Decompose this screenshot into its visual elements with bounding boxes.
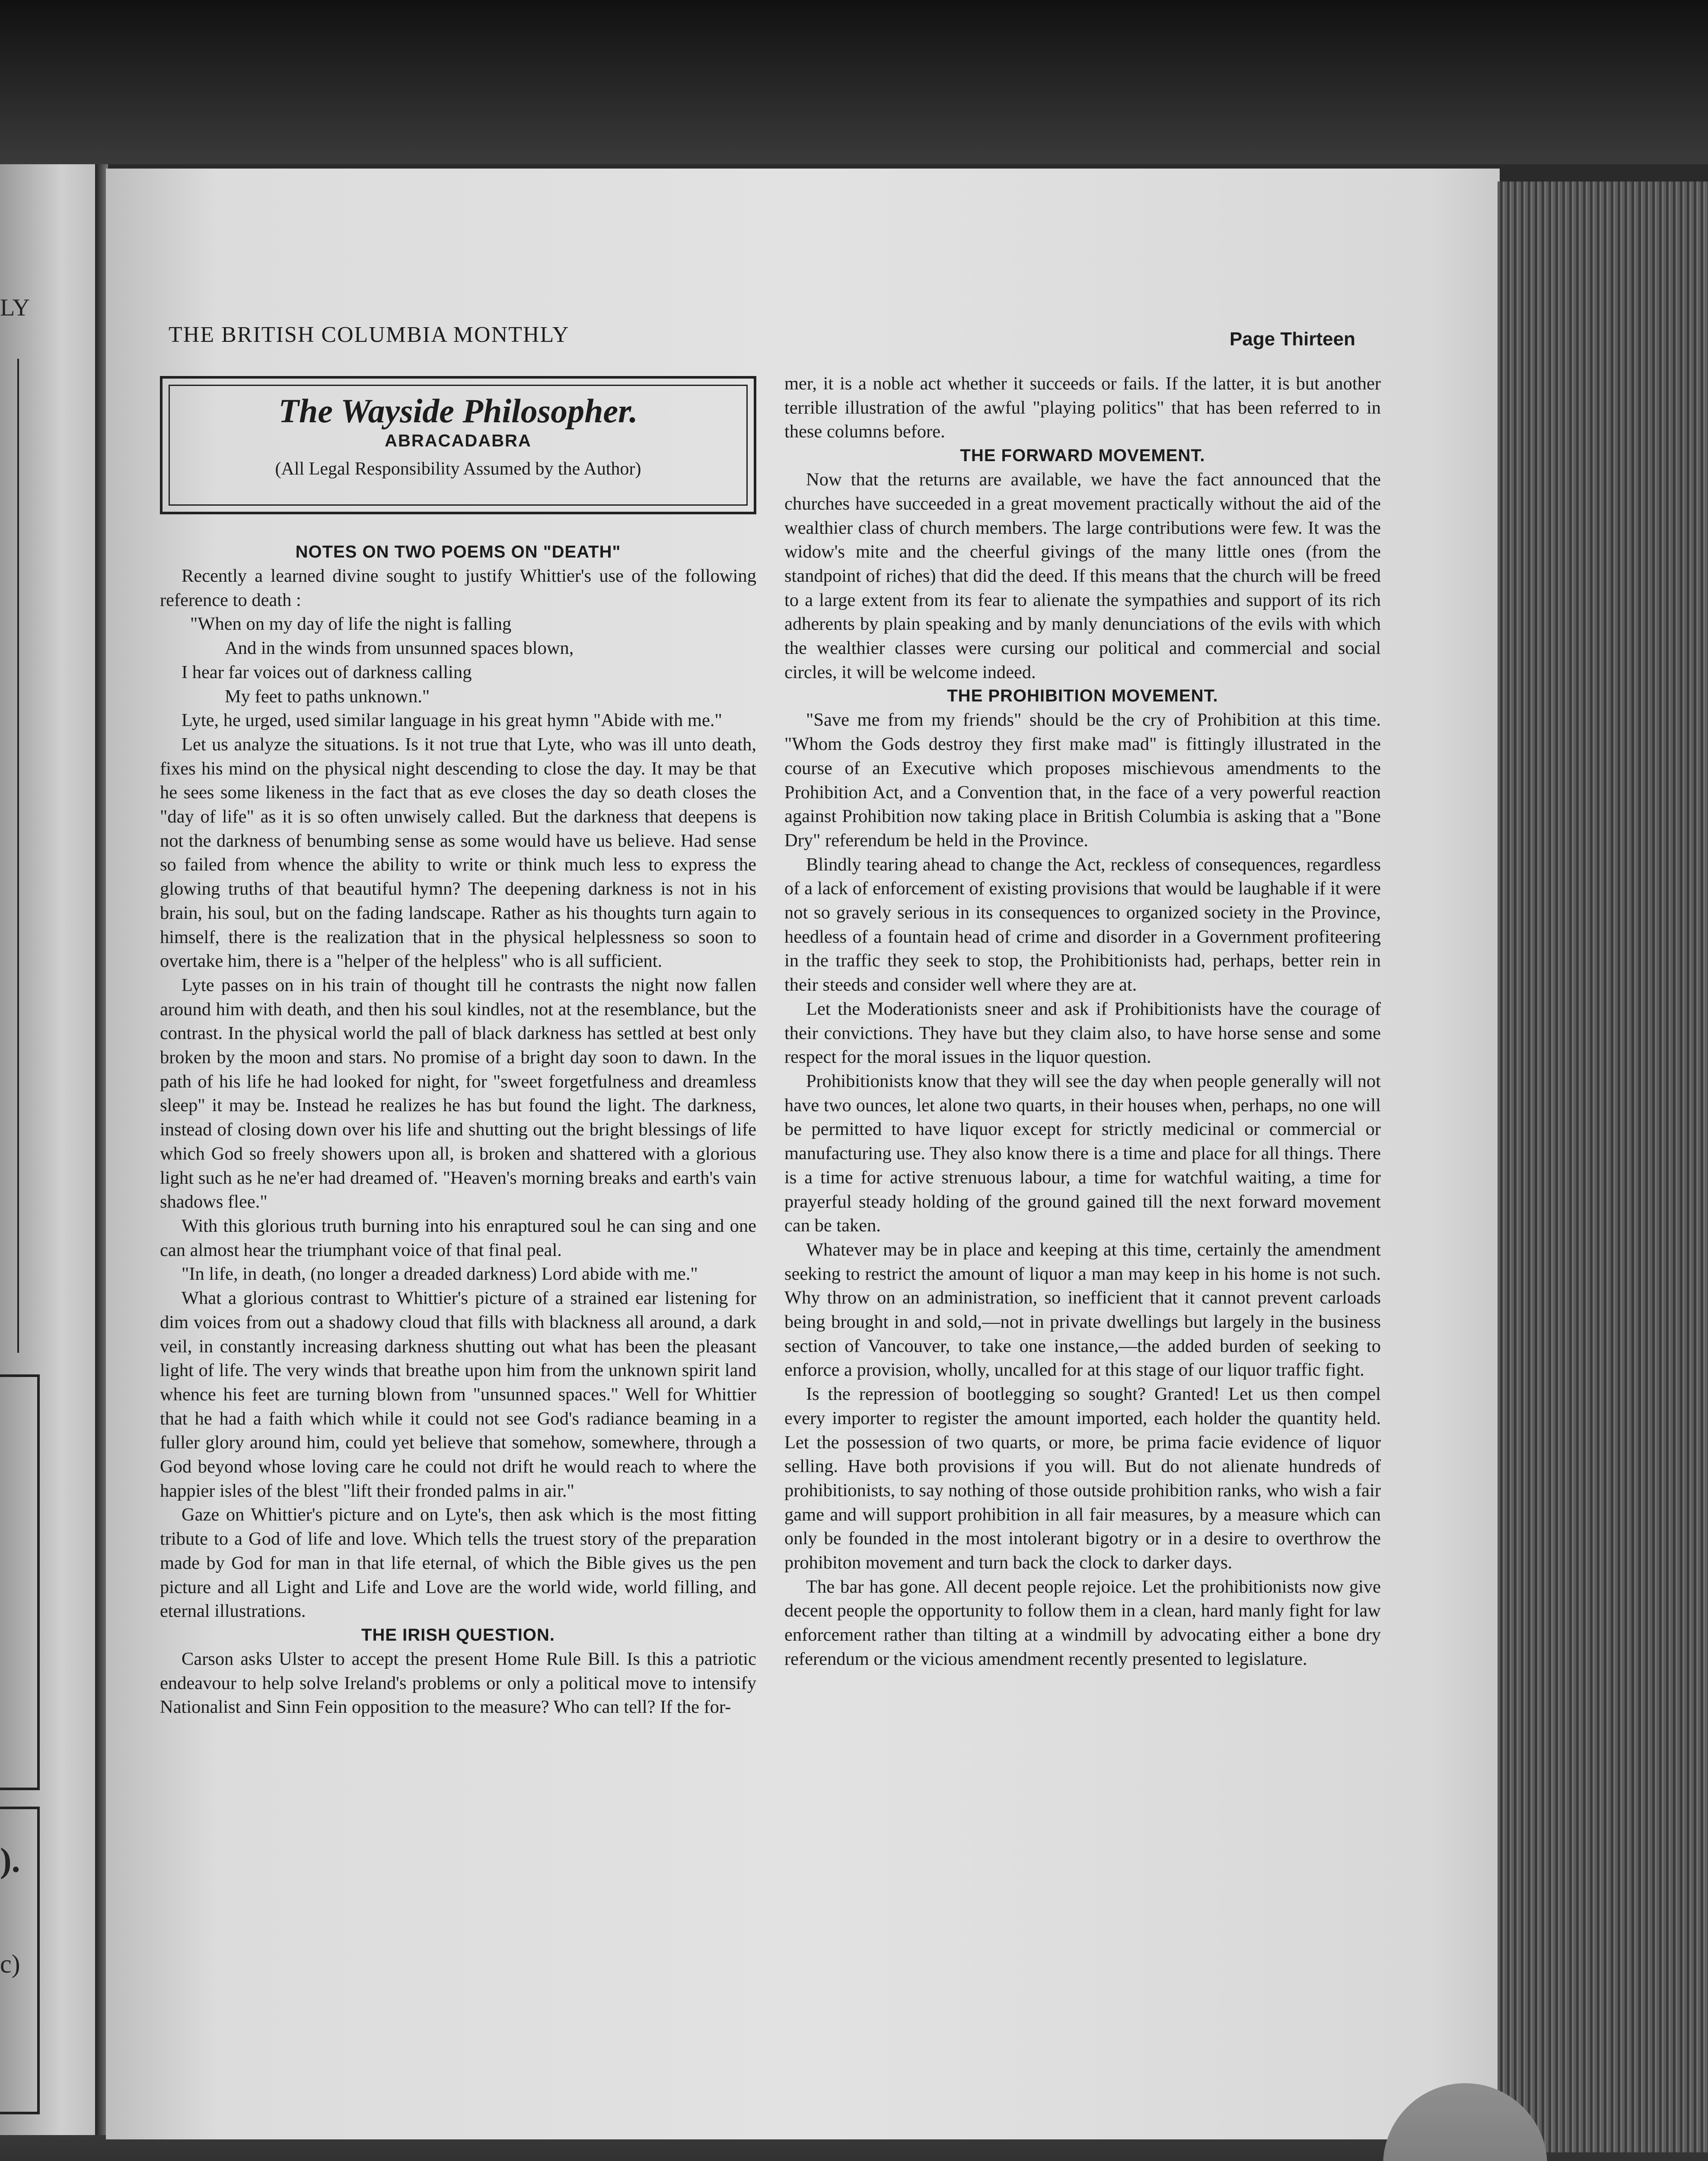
facing-page-runhead: LY	[0, 294, 30, 321]
section-heading: NOTES ON TWO POEMS ON "DEATH"	[295, 542, 621, 561]
column-title: The Wayside Philosopher.	[278, 392, 638, 430]
facing-page-edge	[0, 164, 102, 2135]
paragraph: Prohibitionists know that they will see the day when people generally will not have two ounces, let alone two quarts, in their houses when, perhaps, no one will be permitted to have liquor except for strictly medicinal or commercial or manufacturing use. They also know there is a time and place for all things. There is a time for active strenuous labour, a time for watchful waiting, a time for prayerful steady holding of the ground gained till the next forward movement can be taken.	[784, 1071, 1381, 1236]
facing-page-fragment: ).	[0, 1842, 20, 1880]
section-heading: THE IRISH QUESTION.	[361, 1625, 555, 1645]
facing-page-rule	[17, 359, 19, 1353]
title-box-inner-border	[169, 385, 748, 506]
paragraph: The bar has gone. All decent people rejoice. Let the prohibitionists now give decent people the opportunity to follow them in a clean, hard manly fight for law enforcement rather than tilting at a windmill by advocating either a bone dry referendum or the vicious amendment recently presented to legislature.	[784, 1576, 1381, 1669]
page-number: Page Thirteen	[1230, 328, 1355, 350]
paragraph: "In life, in death, (no longer a dreaded darkness) Lord abide with me."	[182, 1264, 698, 1284]
left-column	[160, 540, 756, 1719]
verse-line: "When on my day of life the night is falling	[190, 614, 512, 634]
paragraph: With this glorious truth burning into his enraptured soul he can sing and one can almost hear the triumphant voice of that final peal.	[160, 1215, 756, 1260]
paragraph: Whatever may be in place and keeping at this time, certainly the amendment seeking to restrict the amount of liquor a man may keep in his home is not such. Why throw on an administration, so inefficient that it cannot prevent carloads being brought in and sold,—not in private dwellings but largely in the business section of Vancouver, to take one instance,—the added burden of seeking to enforce a provision, wholly, uncalled for at this stage of our liquor traffic fight.	[784, 1239, 1381, 1380]
verse-line: I hear far voices out of darkness calling	[182, 662, 472, 682]
paragraph: Is the repression of bootlegging so sought? Granted! Let us then compel every importer to register the amount imported, each holder the quantity held. Let the possession of two quarts, or more, be prima facie evidence of liquor selling. Have both provisions if you will. But do not alienate hundreds of prohibitionists, to say nothing of those outside prohibition ranks, who wish a fair game and will support prohibition in all fair measures, by a measure which can only be founded in the most intolerant bigotry or in a desire to overthrow the prohibiton movement and turn back the clock to darker days.	[784, 1384, 1381, 1573]
right-column	[784, 372, 1381, 1671]
section-heading: THE PROHIBITION MOVEMENT.	[947, 686, 1218, 706]
verse-line: And in the winds from unsunned spaces blown,	[225, 638, 574, 659]
book-page-edges	[1498, 182, 1708, 2152]
paragraph: Lyte passes on in his train of thought till he contrasts the night now fallen around him with death, and then his soul kindles, not at the resemblance, but the contrast. In the physical world the pall of black darkness has settled at best only broken by the moon and stars. No promise of a bright day soon to dawn. In the path of his life he had looked for night, for "sweet forgetfulness and dreamless sleep" it may be. Instead he realizes he has but found the light. The darkness, instead of closing down over his life and shutting out the bright blessings of life which God so freely showers upon all, is broken and shattered with a glorious light such as he ne'er had dreamed of. "Heaven's morning breaks and earth's vain shadows flee."	[160, 975, 756, 1212]
column-note: (All Legal Responsibility Assumed by the Author)	[275, 459, 641, 479]
section-heading: THE FORWARD MOVEMENT.	[960, 446, 1205, 465]
photo-top-shadow	[0, 0, 1708, 164]
running-header-title: THE BRITISH COLUMBIA MONTHLY	[169, 322, 570, 347]
paragraph: Lyte, he urged, used similar language in his great hymn "Abide with me."	[182, 710, 722, 731]
paragraph: Let us analyze the situations. Is it not true that Lyte, who was ill unto death, fixes his mind on the physical night descending to close the day. It may be that he sees some likeness in the fact that as eve closes the day so death closes the "day of life" as it is so often unwisely called. But the darkness that deepens is not the darkness of benumbing sense as some would have us believe. Had sense so failed from whence the ability to write or think much less to express the glowing truths of that beautiful hymn? The deepening darkness is not in his brain, his soul, but on the fading landscape. Rather as his thoughts turn again to himself, there is the realization that in the physical helplessness so soon to overtake him, there is a "helper of the helpless" who is all sufficient.	[160, 734, 756, 972]
paragraph: Recently a learned divine sought to justify Whittier's use of the following reference to death :	[160, 566, 756, 610]
paragraph: What a glorious contrast to Whittier's picture of a strained ear listening for dim voices from out a shadowy cloud that fills with blackness all around, a dark veil, in constantly increasing darkness shutting out what has been the pleasant light of life. The very winds that breathe upon him from the unknown spirit land whence his feet are turning blown from "unsunned spaces." Well for Whittier that he had a faith which while it could not see God's radiance beaming in a fuller glory around him, could yet believe that somehow, somewhere, through a God beyond whose loving care he could not drift he would reach to where the happier isles of the blest "lift their fronded palms in air."	[160, 1288, 756, 1501]
facing-page-box	[0, 1374, 40, 1790]
verse-line: My feet to paths unknown."	[225, 686, 430, 707]
magazine-page	[106, 169, 1500, 2139]
paragraph: Gaze on Whittier's picture and on Lyte's, then ask which is the most fitting tribute to a God of life and love. Which tells the truest story of the preparation made by God for man in that life eternal, of which the Bible gives us the pen picture and all Light and Life and Love are the world wide, world filling, and eternal illustrations.	[160, 1504, 756, 1622]
paragraph: Let the Moderationists sneer and ask if Prohibitionists have the courage of their convictions. They have but they claim also, to have horse sense and some respect for the moral issues in the liquor question.	[784, 998, 1381, 1068]
paragraph: "Save me from my friends" should be the cry of Prohibition at this time. "Whom the Gods destroy they first make mad" is fittingly illustrated in the course of an Executive which proposes mischievous amendments to the Prohibition Act, and a Convention that, in the face of a very powerful reaction against Prohibition now taking place in British Columbia is asking that a "Bone Dry" referendum be held in the Province.	[784, 710, 1381, 851]
paragraph: Now that the returns are available, we have the fact announced that the churches have succeeded in a great movement practically without the aid of the wealthier class of church members. The large contributions were few. It was the widow's mite and the cheerful givings of the many little ones (from the standpoint of riches) that did the deed. If this means that the church will be freed to a large extent from its fear to alienate the sympathies and support of its rich adherents by plain speaking and by manly denunciations of the evils with which the wealthier classes were cursing our political and commercial and social circles, it will be welcome indeed.	[784, 469, 1381, 682]
paragraph: Blindly tearing ahead to change the Act, reckless of consequences, regardless of a lack of enforcement of existing provisions that would be laughable if it were not so gravely serious in its consequences to organized society in the Province, heedless of a fountain head of crime and disorder in a Government profiteering in the traffic they seek to stop, the Prohibitionists had, perhaps, better rein in their steeds and consider well where they are at.	[784, 854, 1381, 995]
facing-page-fragment: c)	[0, 1950, 20, 1978]
column-subtitle: ABRACADABRA	[385, 431, 532, 450]
column-title-box	[160, 376, 756, 514]
paragraph: mer, it is a noble act whether it succeeds or fails. If the latter, it is but another terrible illustration of the awful "playing politics" that has been referred to in these columns before.	[784, 373, 1381, 442]
paragraph: Carson asks Ulster to accept the present Home Rule Bill. Is this a patriotic endeavour to help solve Ireland's problems or only a political move to intensify Nationalist and Sinn Fein opposition to the measure? Who can tell? If the for-	[160, 1648, 756, 1718]
